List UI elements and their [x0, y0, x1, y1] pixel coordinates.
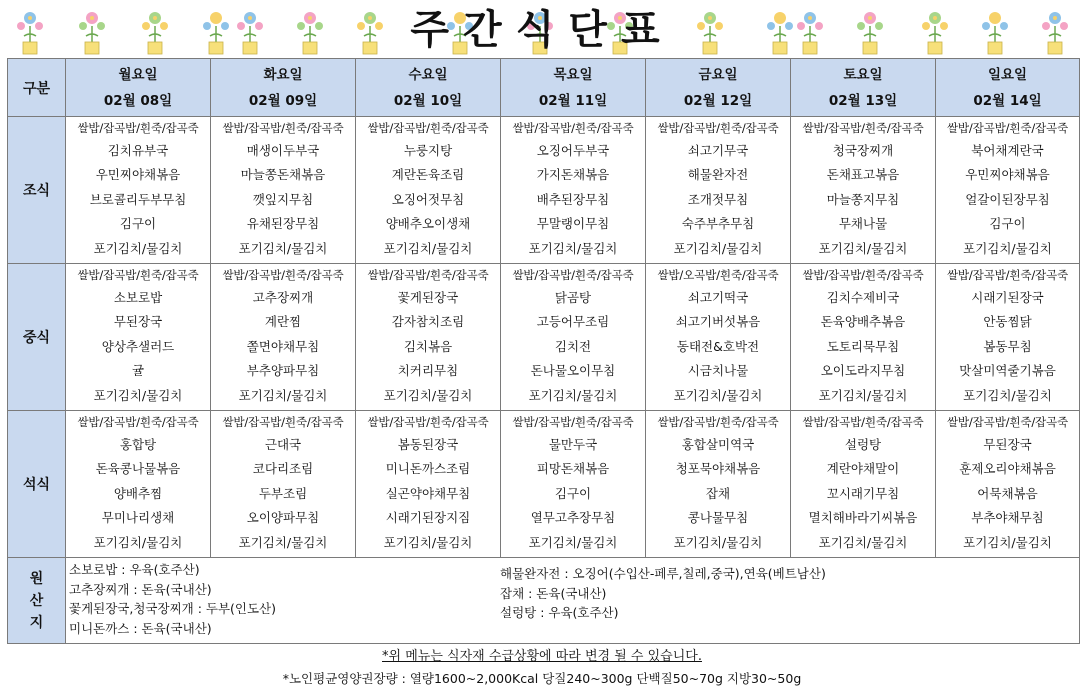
menu-item: 쌀밥/잡곡밥/흰죽/잡곡죽 [222, 121, 344, 135]
menu-item: 포기김치/물김치 [528, 240, 618, 256]
menu-item: 귤 [131, 363, 145, 379]
menu-item: 포기김치/물김치 [963, 240, 1052, 256]
day-name: 토요일 [843, 66, 883, 83]
menu-item: 돈나물오이무침 [530, 363, 616, 379]
menu-item: 맛살미역줄기볶음 [959, 363, 1056, 379]
menu-item: 우민찌야채볶음 [95, 167, 181, 183]
menu-item: 꼬시래기무침 [826, 485, 900, 501]
menu-item: 포기김치/물김치 [963, 387, 1052, 403]
menu-item: 무말랭이무침 [536, 216, 610, 232]
menu-cell [66, 264, 211, 411]
origin-list-left [69, 560, 276, 638]
meal-label: 조식 [8, 117, 66, 264]
menu-cell [791, 264, 936, 411]
menu-item: 조개젓무침 [687, 191, 749, 207]
origin-info [66, 558, 1080, 644]
menu-item: 쌀밥/잡곡밥/흰죽/잡곡죽 [802, 415, 924, 429]
menu-item: 해물완자전 [687, 167, 749, 183]
menu-item: 감자참치조림 [391, 314, 465, 330]
menu-item: 계란돈육조림 [391, 167, 465, 183]
menu-item: 부추양파무침 [246, 363, 320, 379]
menu-item: 포기김치/물김치 [238, 240, 328, 256]
menu-item: 닭곰탕 [554, 290, 592, 305]
meal-label: 석식 [8, 411, 66, 558]
day-name: 일요일 [987, 66, 1028, 83]
day-date: 02월 11일 [538, 92, 608, 109]
nutrition-note: *노인평균영양권장량 : 열량1600~2,000Kcal 당질240~300g 단백질50~70g 지방30~50g [282, 671, 802, 686]
origin-list-right [500, 564, 826, 623]
menu-item: 포기김치/물김치 [93, 534, 183, 550]
day-date: 02월 13일 [828, 92, 898, 109]
menu-item: 돈육양배추볶음 [820, 314, 906, 330]
day-name: 목요일 [553, 66, 593, 83]
menu-item: 숙주부추무침 [681, 216, 755, 232]
menu-item: 쇠고기무국 [687, 143, 749, 158]
menu-item: 콩나물무침 [687, 510, 749, 526]
menu-item: 잡채 [705, 485, 731, 501]
menu-item: 무된장국 [113, 314, 163, 330]
menu-item: 고추장찌개 [252, 290, 314, 305]
menu-item: 김구이 [119, 216, 157, 232]
menu-item: 쌀밥/잡곡밥/흰죽/잡곡죽 [222, 415, 344, 429]
menu-cell [936, 264, 1080, 411]
menu-item: 배추된장무침 [536, 191, 610, 207]
origin-label-char: 원 [29, 570, 44, 587]
menu-cell [646, 411, 791, 558]
origin-item: 소보로밥 : 우육(호주산) [69, 562, 200, 577]
origin-label [8, 558, 66, 644]
origin-item: 잡채 : 돈육(국내산) [500, 585, 607, 601]
day-date: 02월 12일 [683, 92, 753, 109]
menu-cell [501, 117, 646, 264]
menu-item: 돈육콩나물볶음 [95, 461, 181, 477]
menu-item: 김치유부국 [107, 143, 169, 158]
menu-item: 포기김치/물김치 [818, 534, 908, 550]
gubun-header: 구분 [8, 59, 66, 117]
menu-item: 쇠고기떡국 [687, 290, 749, 305]
menu-cell [646, 264, 791, 411]
day-name: 월요일 [118, 66, 158, 83]
menu-item: 쌀밥/잡곡밥/흰죽/잡곡죽 [77, 415, 199, 429]
menu-item: 미니돈까스조림 [385, 461, 471, 477]
menu-item: 멸치해바라기씨볶음 [808, 510, 918, 526]
day-name: 금요일 [698, 66, 738, 83]
change-notice: *위 메뉴는 식자재 수급상황에 따라 변경 될 수 있습니다. [382, 649, 702, 664]
menu-item: 물만두국 [548, 437, 598, 452]
menu-item: 마늘쫑지무침 [826, 191, 900, 207]
menu-item: 포기김치/물김치 [963, 534, 1052, 550]
menu-item: 쇠고기버섯볶음 [675, 314, 761, 330]
menu-item: 양배추오이생채 [385, 216, 471, 232]
menu-item: 포기김치/물김치 [93, 240, 183, 256]
meal-label: 중식 [8, 264, 66, 411]
menu-item: 포기김치/물김치 [383, 387, 473, 403]
menu-item: 누룽지탕 [403, 143, 453, 158]
menu-item: 포기김치/물김치 [673, 534, 763, 550]
menu-item: 시래기된장국 [971, 290, 1044, 305]
menu-item: 쌀밥/잡곡밥/흰죽/잡곡죽 [512, 415, 634, 429]
menu-item: 소보로밥 [113, 290, 163, 305]
menu-item: 꽃게된장국 [397, 290, 459, 305]
menu-item: 매생이두부국 [246, 143, 320, 158]
day-header [211, 59, 356, 117]
menu-item: 홍합살미역국 [681, 437, 755, 452]
menu-item: 봄동무침 [983, 338, 1032, 354]
menu-item: 포기김치/물김치 [528, 534, 618, 550]
menu-item: 부추야채무침 [971, 510, 1044, 526]
menu-item: 김구이 [989, 216, 1026, 232]
weekly-menu-table [7, 58, 1080, 644]
menu-cell [356, 264, 501, 411]
day-header [791, 59, 936, 117]
origin-item: 꽃게된장국,청국장찌개 : 두부(인도산) [69, 601, 277, 616]
menu-item: 도토리묵무침 [826, 338, 900, 354]
menu-cell [211, 264, 356, 411]
menu-item: 포기김치/물김치 [238, 534, 328, 550]
menu-item: 시금치나물 [687, 363, 749, 379]
menu-item: 청포묵야채볶음 [675, 461, 761, 477]
page-header [0, 0, 1084, 58]
day-header [356, 59, 501, 117]
menu-item: 얼갈이된장무침 [965, 191, 1050, 207]
menu-item: 돈채표고볶음 [826, 167, 900, 183]
day-header [66, 59, 211, 117]
menu-item: 김구이 [554, 485, 592, 501]
menu-cell [501, 264, 646, 411]
menu-item: 쫄면야채무침 [246, 338, 320, 354]
menu-item: 무채나물 [838, 216, 888, 232]
menu-item: 설렁탕 [844, 437, 882, 452]
menu-item: 안동찜닭 [983, 314, 1032, 330]
menu-item: 쌀밥/잡곡밥/흰죽/잡곡죽 [367, 268, 489, 282]
origin-label-char: 지 [29, 614, 44, 631]
menu-item: 포기김치/물김치 [673, 387, 763, 403]
menu-item: 근대국 [264, 437, 302, 452]
day-header [936, 59, 1080, 117]
menu-item: 포기김치/물김치 [383, 240, 473, 256]
menu-item: 오징어젓무침 [391, 191, 465, 207]
day-date: 02월 09일 [248, 92, 318, 109]
menu-item: 김치볶음 [403, 338, 453, 354]
menu-item: 유채된장무침 [246, 216, 320, 232]
day-date: 02월 10일 [393, 92, 463, 109]
menu-cell [646, 117, 791, 264]
menu-cell [501, 411, 646, 558]
menu-cell [791, 117, 936, 264]
menu-item: 포기김치/물김치 [818, 240, 908, 256]
day-date: 02월 08일 [103, 92, 173, 109]
menu-item: 우민찌야채볶음 [965, 167, 1050, 183]
menu-item: 무된장국 [983, 437, 1032, 452]
menu-cell [791, 411, 936, 558]
menu-item: 브로콜리두부무침 [89, 191, 187, 207]
menu-item: 봄동된장국 [397, 437, 459, 452]
menu-item: 포기김치/물김치 [818, 387, 908, 403]
menu-item: 포기김치/물김치 [673, 240, 763, 256]
menu-item: 가지돈채볶음 [536, 167, 610, 183]
menu-item: 쌀밥/잡곡밥/흰죽/잡곡죽 [512, 121, 634, 135]
menu-item: 치커리무침 [397, 363, 459, 379]
day-name: 수요일 [408, 66, 448, 83]
menu-item: 쌀밥/잡곡밥/흰죽/잡곡죽 [77, 121, 199, 135]
menu-cell [211, 117, 356, 264]
menu-item: 홍합탕 [119, 437, 157, 452]
menu-item: 고등어무조림 [536, 314, 610, 330]
menu-item: 쌀밥/잡곡밥/흰죽/잡곡죽 [222, 268, 344, 282]
origin-item: 고추장찌개 : 돈육(국내산) [69, 581, 212, 597]
menu-item: 오이양파무침 [246, 510, 320, 526]
menu-item: 쌀밥/잡곡밥/흰죽/잡곡죽 [802, 121, 924, 135]
menu-item: 무미나리생채 [101, 510, 175, 526]
menu-item: 포기김치/물김치 [93, 387, 183, 403]
origin-item: 해물완자전 : 오징어(수입산-페루,칠레,중국),연육(베트남산) [500, 566, 826, 581]
menu-item: 깻잎지무침 [252, 191, 314, 207]
origin-item: 설렁탕 : 우육(호주산) [500, 605, 619, 620]
menu-item: 쌀밥/잡곡밥/흰죽/잡곡죽 [77, 268, 199, 282]
menu-item: 두부조림 [258, 485, 308, 501]
day-header [501, 59, 646, 117]
day-name: 화요일 [263, 66, 303, 83]
menu-item: 포기김치/물김치 [238, 387, 328, 403]
day-header [646, 59, 791, 117]
menu-item: 쌀밥/잡곡밥/흰죽/잡곡죽 [657, 415, 779, 429]
menu-item: 쌀밥/오곡밥/흰죽/잡곡죽 [657, 268, 779, 282]
menu-cell [936, 117, 1080, 264]
menu-item: 쌀밥/잡곡밥/흰죽/잡곡죽 [946, 268, 1069, 282]
menu-cell [356, 117, 501, 264]
menu-item: 포기김치/물김치 [528, 387, 618, 403]
menu-item: 훈제오리야채볶음 [959, 461, 1056, 477]
menu-item: 쌀밥/잡곡밥/흰죽/잡곡죽 [512, 268, 634, 282]
menu-cell [356, 411, 501, 558]
menu-item: 열무고추장무침 [530, 510, 616, 526]
menu-item: 양배추찜 [113, 485, 163, 501]
menu-item: 쌀밥/잡곡밥/흰죽/잡곡죽 [946, 415, 1069, 429]
menu-item: 김치전 [554, 338, 592, 354]
menu-item: 어묵채볶음 [977, 485, 1038, 501]
menu-item: 북어채계란국 [971, 143, 1044, 158]
menu-item: 계란찜 [264, 314, 302, 330]
menu-item: 김치수제비국 [826, 290, 900, 305]
menu-cell [211, 411, 356, 558]
menu-item: 쌀밥/잡곡밥/흰죽/잡곡죽 [946, 121, 1069, 135]
menu-item: 양상추샐러드 [101, 338, 175, 354]
menu-item: 포기김치/물김치 [383, 534, 473, 550]
menu-item: 청국장찌개 [832, 143, 894, 158]
menu-item: 쌀밥/잡곡밥/흰죽/잡곡죽 [367, 121, 489, 135]
menu-item: 동태전&호박전 [676, 338, 760, 354]
menu-item: 쌀밥/잡곡밥/흰죽/잡곡죽 [802, 268, 924, 282]
menu-item: 계란야채말이 [826, 461, 900, 477]
menu-cell [66, 411, 211, 558]
page-title: 주간식단표 [410, 7, 674, 53]
menu-item: 쌀밥/잡곡밥/흰죽/잡곡죽 [657, 121, 779, 135]
menu-cell [66, 117, 211, 264]
origin-item: 미니돈까스 : 돈육(국내산) [69, 620, 212, 636]
menu-cell [936, 411, 1080, 558]
menu-item: 시래기된장지짐 [385, 510, 471, 526]
menu-item: 마늘쫑돈채볶음 [240, 167, 326, 183]
menu-item: 오징어두부국 [536, 143, 610, 158]
menu-item: 피망돈채볶음 [536, 461, 610, 477]
menu-item: 오이도라지무침 [820, 363, 906, 379]
menu-item: 쌀밥/잡곡밥/흰죽/잡곡죽 [367, 415, 489, 429]
menu-item: 코다리조림 [252, 461, 314, 477]
menu-item: 실곤약야채무침 [385, 485, 471, 501]
origin-label-char: 산 [29, 592, 44, 609]
day-date: 02월 14일 [973, 92, 1042, 109]
